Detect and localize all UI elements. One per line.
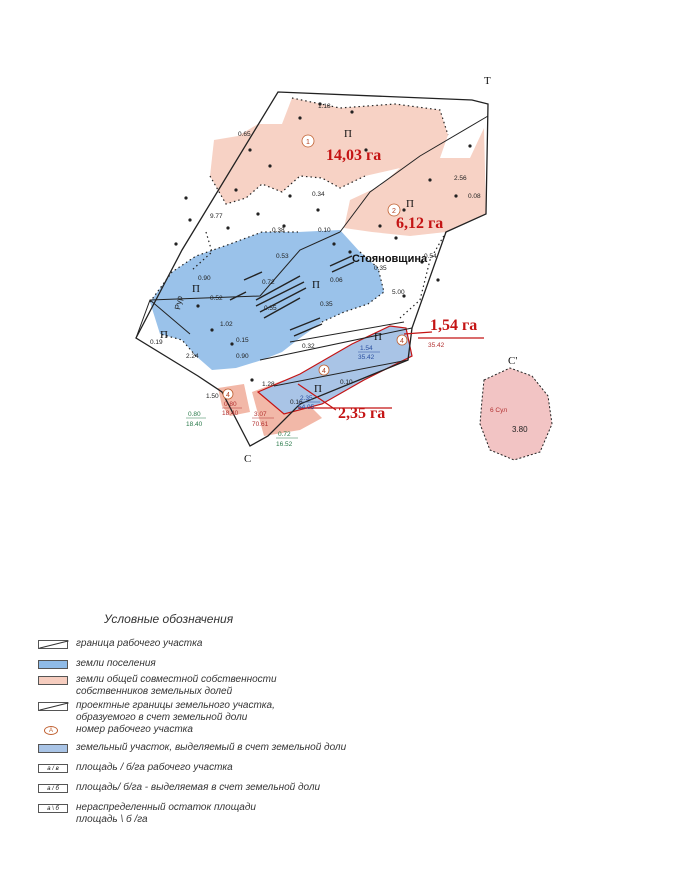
legend-symbol [38, 744, 68, 753]
legend-symbol [38, 726, 68, 735]
legend-item [38, 700, 275, 724]
svg-text:16.52: 16.52 [276, 441, 293, 448]
svg-text:0.08: 0.08 [468, 193, 481, 200]
legend-item [38, 674, 277, 698]
legend-text [76, 638, 202, 650]
parcel-number: 1 [306, 139, 310, 146]
svg-text:35.42: 35.42 [428, 342, 445, 349]
area-label: 14,03 га [326, 147, 382, 164]
legend-text-line: нераспределенный остаток площади [76, 802, 256, 813]
detached-parcel [480, 368, 552, 460]
legend-text [76, 742, 346, 754]
land-type-letter: П [192, 283, 200, 295]
svg-text:0.80: 0.80 [224, 401, 237, 408]
detached-label: 6 Сул [490, 407, 508, 414]
legend-title: Условные обозначения [104, 612, 234, 626]
legend-item [38, 802, 256, 826]
svg-text:0.72: 0.72 [278, 431, 291, 438]
svg-text:0.72: 0.72 [262, 279, 275, 286]
svg-text:18.40: 18.40 [186, 421, 203, 428]
svg-text:0.90: 0.90 [236, 353, 249, 360]
area-label: 2,35 га [338, 405, 386, 422]
legend-text-line: земли общей совместной собственности [76, 674, 277, 685]
legend-text-line: номер рабочего участка [76, 724, 193, 735]
svg-text:0.10: 0.10 [340, 379, 353, 386]
svg-text:1.18: 1.18 [318, 103, 331, 110]
legend-symbol: а / б [38, 784, 68, 793]
svg-text:9.77: 9.77 [210, 213, 223, 220]
land-type-letter: П [406, 198, 414, 210]
legend-item [38, 762, 233, 774]
legend-text-line: земли поселения [76, 658, 156, 669]
svg-text:2.56: 2.56 [454, 175, 467, 182]
svg-text:1.50: 1.50 [206, 393, 219, 400]
detached-value: 3.80 [512, 425, 528, 434]
legend-item [38, 782, 320, 794]
legend-text [76, 762, 233, 774]
corner-letter: Т [484, 75, 491, 87]
svg-text:2.24: 2.24 [186, 353, 199, 360]
svg-text:0.16: 0.16 [290, 399, 303, 406]
legend-text-line: граница рабочего участка [76, 638, 203, 649]
svg-text:0.52: 0.52 [210, 295, 223, 302]
corner-letter: С' [508, 355, 518, 367]
legend-text-line: образуемого в счет земельной доли [76, 712, 248, 723]
parcel-number: 4 [226, 392, 230, 399]
svg-text:0.38: 0.38 [272, 227, 285, 234]
svg-text:5.00: 5.00 [392, 289, 405, 296]
common-land-area [210, 98, 486, 236]
svg-text:0.34: 0.34 [312, 191, 325, 198]
svg-text:0.80: 0.80 [188, 411, 201, 418]
land-type-letter: П [374, 331, 382, 343]
legend-text-line: земельный участок, выделяемый в счет земельной доли [76, 742, 347, 753]
svg-text:18.40: 18.40 [222, 410, 239, 417]
svg-text:3.07: 3.07 [254, 411, 267, 418]
legend-symbol [38, 676, 68, 685]
parcel-number: 4 [322, 368, 326, 375]
land-type-letter: П [314, 383, 322, 395]
area-label: 1,54 га [430, 317, 478, 334]
legend-text-line: площадь / б/га рабочего участка [76, 762, 233, 773]
legend-symbol: а / в [38, 764, 68, 773]
svg-text:0.35: 0.35 [320, 301, 333, 308]
corner-letter: С [244, 453, 252, 465]
legend-text-line: площадь/ б/га - выделяемая в счет земельной доли [76, 782, 321, 793]
svg-text:0.54: 0.54 [424, 253, 437, 260]
svg-text:0.06: 0.06 [330, 277, 343, 284]
land-type-letter: П [344, 128, 352, 140]
legend-symbol: а \ б [38, 804, 68, 813]
svg-text:2.35: 2.35 [300, 395, 313, 402]
svg-text:0.19: 0.19 [150, 339, 163, 346]
svg-text:70.61: 70.61 [252, 421, 269, 428]
legend-item [38, 638, 202, 650]
legend-symbol [38, 660, 68, 669]
svg-text:1.02: 1.02 [220, 321, 233, 328]
parcel-number: 4 [400, 338, 404, 345]
legend-symbol [38, 640, 68, 649]
legend-text [76, 724, 193, 736]
land-type-letter: П [160, 329, 168, 341]
legend-item [38, 658, 156, 670]
legend-text [76, 674, 277, 698]
legend-symbol [38, 702, 68, 711]
legend-text [76, 802, 256, 826]
svg-text:1.28: 1.28 [262, 381, 275, 388]
svg-text:0.32: 0.32 [302, 343, 315, 350]
area-label: 6,12 га [396, 215, 444, 232]
svg-text:54.05: 54.05 [298, 404, 315, 411]
legend-text [76, 658, 156, 670]
legend-item [38, 742, 346, 754]
svg-text:35.42: 35.42 [358, 354, 375, 361]
legend-text-line: площадь \ б /га [76, 814, 148, 825]
parcel-number: 2 [392, 208, 396, 215]
legend-text-line: проектные границы земельного участка, [76, 700, 275, 711]
svg-text:1.54: 1.54 [360, 345, 373, 352]
legend-text [76, 782, 320, 794]
legend-text-line: собственников земельных долей [76, 686, 233, 697]
svg-text:0.15: 0.15 [236, 337, 249, 344]
legend-symbol-text: А [44, 726, 58, 735]
svg-text:0.55: 0.55 [264, 305, 277, 312]
road-label: Рур [173, 295, 185, 311]
svg-text:0.53: 0.53 [276, 253, 289, 260]
svg-text:0.35: 0.35 [374, 265, 387, 272]
settlement-name: Стояновщина [352, 253, 428, 265]
legend-text [76, 700, 275, 724]
legend-item [38, 724, 193, 736]
svg-text:0.90: 0.90 [198, 275, 211, 282]
svg-text:0.65: 0.65 [238, 131, 251, 138]
land-type-letter: П [312, 279, 320, 291]
svg-text:0.10: 0.10 [318, 227, 331, 234]
